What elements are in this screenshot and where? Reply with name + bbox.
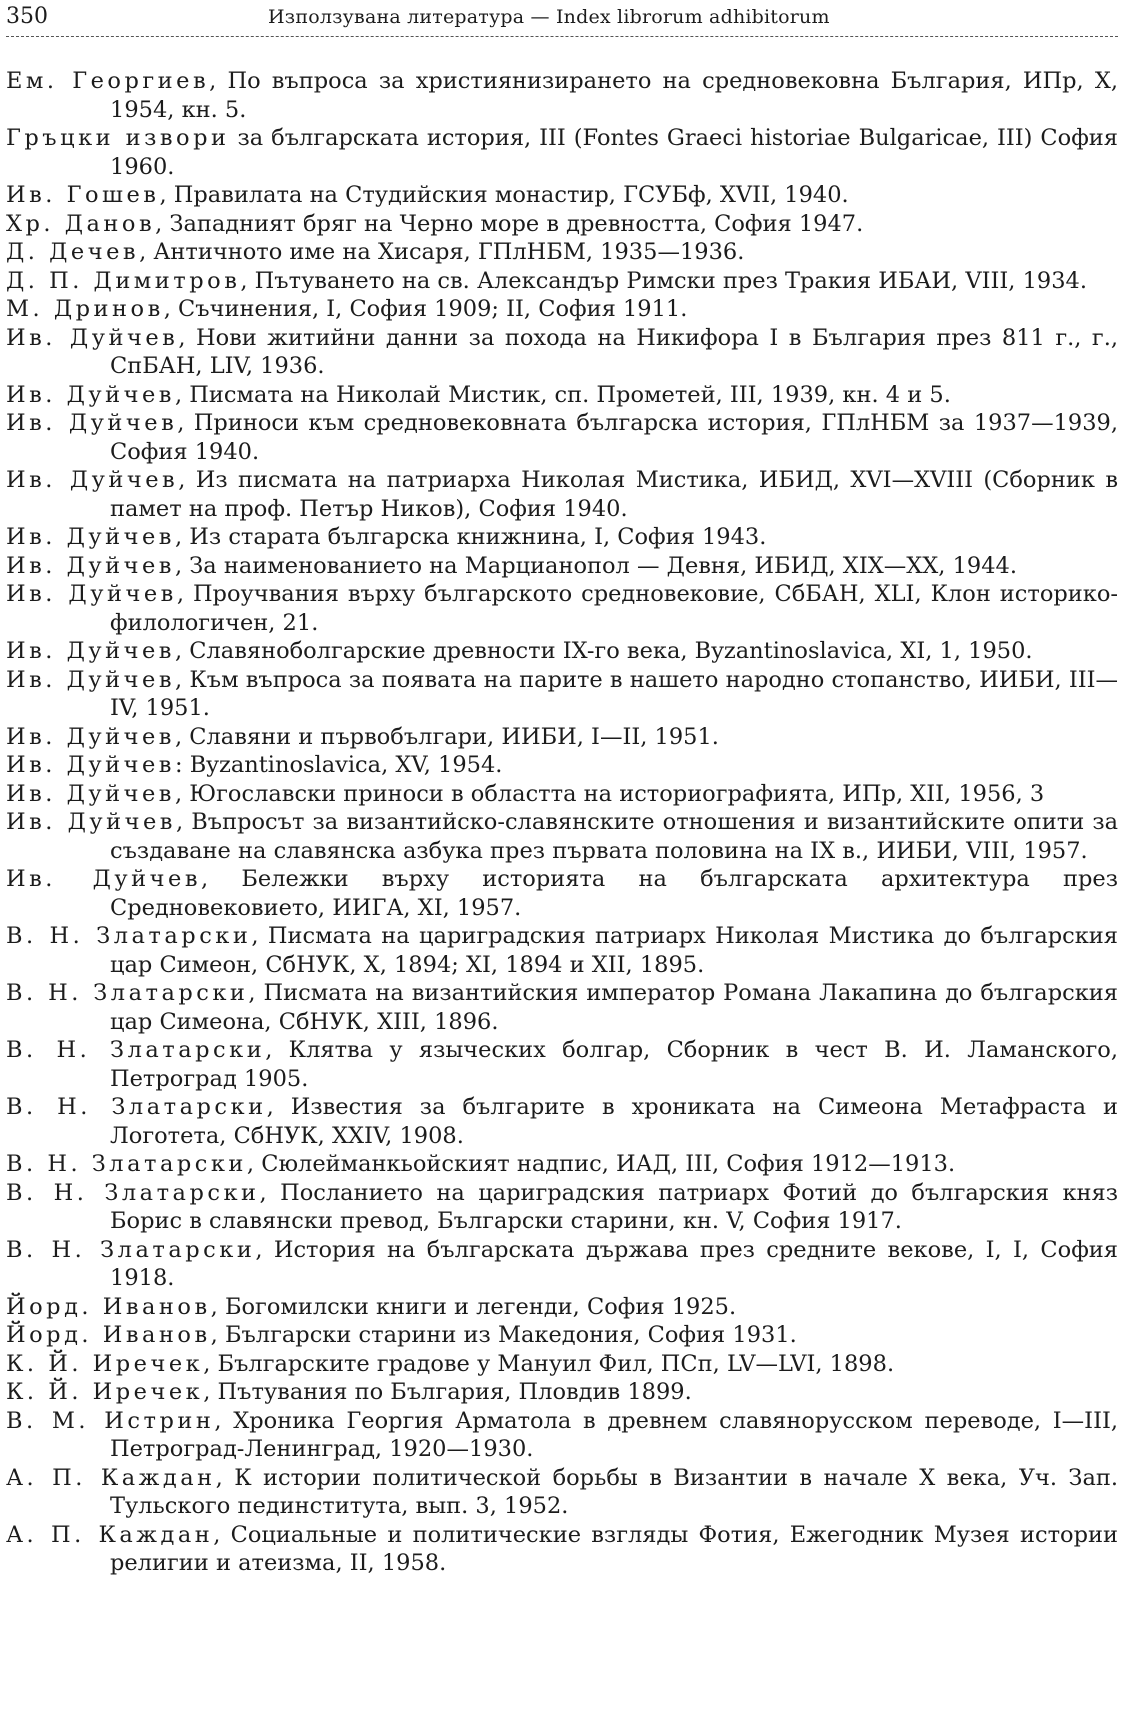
bibliography-entry — [6, 1521, 1118, 1578]
bibliography-entry — [6, 1321, 1118, 1350]
entry-author: Ив. Дуйчев — [6, 524, 175, 550]
entry-author: Д. Дечев — [6, 239, 140, 265]
entry-author: Ив. Дуйчев — [6, 638, 175, 664]
entry-text: , Пътуването на св. Александър Римски през Тракия ИБАИ, VIII, 1934. — [240, 267, 1087, 294]
entry-text: , Клятва у языческих болгар, Сборник в чест В. И. Ламанского, Петроград 1905. — [110, 1037, 1118, 1092]
entry-author: А. П. Каждан — [6, 1464, 216, 1491]
entry-author: Ив. Дуйчев — [6, 780, 175, 807]
entry-text: , Нови житийни данни за похода на Никифора I в България през 811 г., г., СпБАН, LIV, 1936. — [110, 324, 1118, 379]
entry-text: , Проучвания върху българското средновековие, СбБАН, XLI, Клон историко-филологичен, 21. — [110, 581, 1118, 636]
entry-author: Ив. Дуйчев — [6, 410, 178, 436]
entry-author: Хр. Данов — [6, 210, 156, 237]
entry-text: , Съчинения, I, София 1909; II, София 1911. — [163, 296, 688, 322]
page-header — [6, 4, 1118, 34]
entry-text: , Писмата на византийския император Романа Лакапина до българския цар Симеона, СбНУК, XIII, 1896. — [110, 980, 1118, 1035]
entry-text: , Из старата българска книжнина, I, София 1943. — [174, 524, 767, 550]
bibliography-entry — [6, 865, 1118, 922]
entry-text: , Въпросът за византийско-славянските отношения и византийските опити за създаване на славянска азбука през първата половина на IX в., ИИБИ, VIII, 1957. — [110, 809, 1119, 864]
entry-text: , Западният бряг на Черно море в древността, София 1947. — [155, 210, 864, 237]
bibliography-entry — [6, 67, 1118, 124]
header-divider — [6, 36, 1118, 37]
entry-author: М. Дринов — [6, 296, 164, 322]
entry-author: Ем. Георгиев — [6, 68, 210, 94]
entry-author: В. Н. Златарски — [6, 980, 249, 1006]
bibliography-entry — [6, 324, 1118, 381]
entry-author: Ив. Дуйчев — [6, 467, 179, 493]
entry-author: Гръцки извори — [6, 125, 230, 151]
entry-text: , Из писмата на патриарха Николая Мистика, ИБИД, XVI—XVIII (Сборник в памет на проф. Петър Ников), София 1940. — [110, 467, 1118, 522]
bibliography-entry — [6, 181, 1118, 210]
bibliography-entry — [6, 922, 1118, 979]
entry-text: , Пътувания по България, Пловдив 1899. — [203, 1379, 692, 1405]
entry-author: Йорд. Иванов — [6, 1322, 211, 1348]
entry-text: , Славяни и първобългари, ИИБИ, I—II, 1951. — [174, 723, 719, 750]
bibliography-entry — [6, 1093, 1118, 1150]
entry-text: , По въпроса за християнизирането на средновековна България, ИПр, X, 1954, кн. 5. — [110, 68, 1118, 123]
entry-author: Ив. Дуйчев — [6, 723, 175, 750]
entry-text: , Богомилски книги и легенди, София 1925. — [210, 1293, 737, 1320]
entry-text: за българската история, III (Fontes Graeci historiae Bulgaricae, III) София 1960. — [110, 125, 1119, 180]
entry-author: А. П. Каждан — [6, 1521, 214, 1548]
entry-author: Ив. Дуйчев — [6, 381, 175, 408]
bibliography-entry — [6, 1236, 1118, 1293]
entry-author: Ив. Дуйчев — [6, 752, 175, 778]
bibliography-entry — [6, 666, 1118, 723]
entry-author: В. Н. Златарски — [6, 1179, 260, 1206]
bibliography-entry — [6, 1407, 1118, 1464]
entry-text: , Посланието на цариградския патриарх Фотий до българския княз Борис в славянски превод, Български старини, кн. V, София 1917. — [110, 1179, 1118, 1234]
bibliography-entry — [6, 808, 1118, 865]
bibliography-entry — [6, 580, 1118, 637]
bibliography-entry — [6, 238, 1118, 267]
running-head: Използувана литература — Index librorum adhibitorum — [268, 6, 830, 28]
bibliography-entry — [6, 210, 1118, 239]
entry-text: , Бележки върху историята на българската архитектура през Средновековието, ИИГА, XI, 1957. — [110, 866, 1118, 921]
entry-text: , Югославски приноси в областта на историографията, ИПр, XII, 1956, 3 — [174, 780, 1045, 807]
entry-author: Ив. Дуйчев — [6, 324, 179, 351]
bibliography-entry — [6, 751, 1118, 780]
bibliography-entry — [6, 552, 1118, 581]
bibliography-entry — [6, 780, 1118, 809]
bibliography-entry — [6, 466, 1118, 523]
entry-author: Д. П. Димитров — [6, 267, 241, 294]
bibliography-list — [6, 67, 1118, 1578]
bibliography-entry — [6, 295, 1118, 324]
entry-author: В. Н. Златарски — [6, 1037, 266, 1063]
page-number: 350 — [6, 4, 48, 29]
entry-text: , Античното име на Хисаря, ГПлНБМ, 1935—1936. — [139, 239, 745, 265]
entry-text: , Известия за българите в хрониката на Симеона Метафраста и Логотета, СбНУК, XXIV, 1908. — [110, 1094, 1118, 1149]
entry-text: , Социальные и политические взгляды Фотия, Ежегодник Музея истории религии и атеизма, II, 1958. — [110, 1521, 1118, 1576]
entry-text: : Byzantinoslavica, XV, 1954. — [174, 752, 503, 778]
bibliography-entry — [6, 979, 1118, 1036]
entry-text: , Български старини из Македония, София 1931. — [210, 1322, 797, 1348]
bibliography-entry — [6, 381, 1118, 410]
bibliography-entry — [6, 1293, 1118, 1322]
entry-text: , Българските градове у Мануил Фил, ПСп, LV—LVI, 1898. — [203, 1350, 895, 1377]
entry-author: В. Н. Златарски — [6, 1094, 267, 1120]
entry-author: К. Й. Иречек — [6, 1350, 204, 1377]
bibliography-entry — [6, 409, 1118, 466]
entry-text: , Славянобoлгарские древности IX-го века, Byzantinoslavica, XI, 1, 1950. — [174, 638, 1033, 664]
entry-text: , Сюлейманкьойският надпис, ИАД, III, София 1912—1913. — [246, 1151, 956, 1177]
bibliography-entry — [6, 124, 1118, 181]
entry-text: , К истории политической борьбы в Византии в начале X века, Уч. Зап. Тульского пединститута, вып. 3, 1952. — [110, 1464, 1119, 1519]
bibliography-entry — [6, 1036, 1118, 1093]
entry-author: Ив. Дуйчев — [6, 866, 202, 892]
bibliography-entry — [6, 1179, 1118, 1236]
entry-text: , Писмата на Николай Мистик, сп. Прометей, III, 1939, кн. 4 и 5. — [174, 381, 951, 408]
entry-text: , Приноси към средновековната българска история, ГПлНБМ за 1937—1939, София 1940. — [110, 410, 1119, 465]
bibliography-entry — [6, 1464, 1118, 1521]
entry-text: , Към въпроса за появата на парите в нашето народно стопанство, ИИБИ, III—IV, 1951. — [110, 666, 1118, 721]
entry-text: , За наименованието на Марцианопол — Девня, ИБИД, XIX—XX, 1944. — [174, 552, 1017, 579]
bibliography-entry — [6, 1150, 1118, 1179]
bibliography-entry — [6, 267, 1118, 296]
entry-author: В. М. Истрин — [6, 1407, 215, 1434]
entry-text: , Правилата на Студийския монастир, ГСУБф, XVII, 1940. — [159, 182, 849, 208]
entry-author: В. Н. Златарски — [6, 1236, 256, 1263]
entry-author: Ив. Дуйчев — [6, 581, 177, 607]
entry-author: К. Й. Иречек — [6, 1379, 204, 1405]
bibliography-entry — [6, 637, 1118, 666]
bibliography-entry — [6, 1378, 1118, 1407]
entry-author: Ив. Гошев — [6, 182, 160, 208]
entry-text: , Писмата на цариградския патриарх Николая Мистика до българския цар Симеон, СбНУК, X, 1894; XI, 1894 и XII, 1895. — [110, 923, 1118, 978]
bibliography-entry — [6, 523, 1118, 552]
bibliography-entry — [6, 1350, 1118, 1379]
bibliography-entry — [6, 723, 1118, 752]
entry-author: В. Н. Златарски — [6, 1151, 247, 1177]
entry-text: , Хроника Георгия Арматола в древнем славянорусском переводе, I—III, Петроград-Ленинград, 1920—1930. — [110, 1407, 1118, 1462]
entry-author: Йорд. Иванов — [6, 1293, 211, 1320]
entry-text: , История на българската държава през средните векове, I, I, София 1918. — [110, 1236, 1118, 1291]
entry-author: Ив. Дуйчев — [6, 666, 176, 693]
entry-author: В. Н. Златарски — [6, 923, 252, 949]
entry-author: Ив. Дуйчев — [6, 552, 175, 579]
entry-author: Ив. Дуйчев — [6, 809, 176, 835]
